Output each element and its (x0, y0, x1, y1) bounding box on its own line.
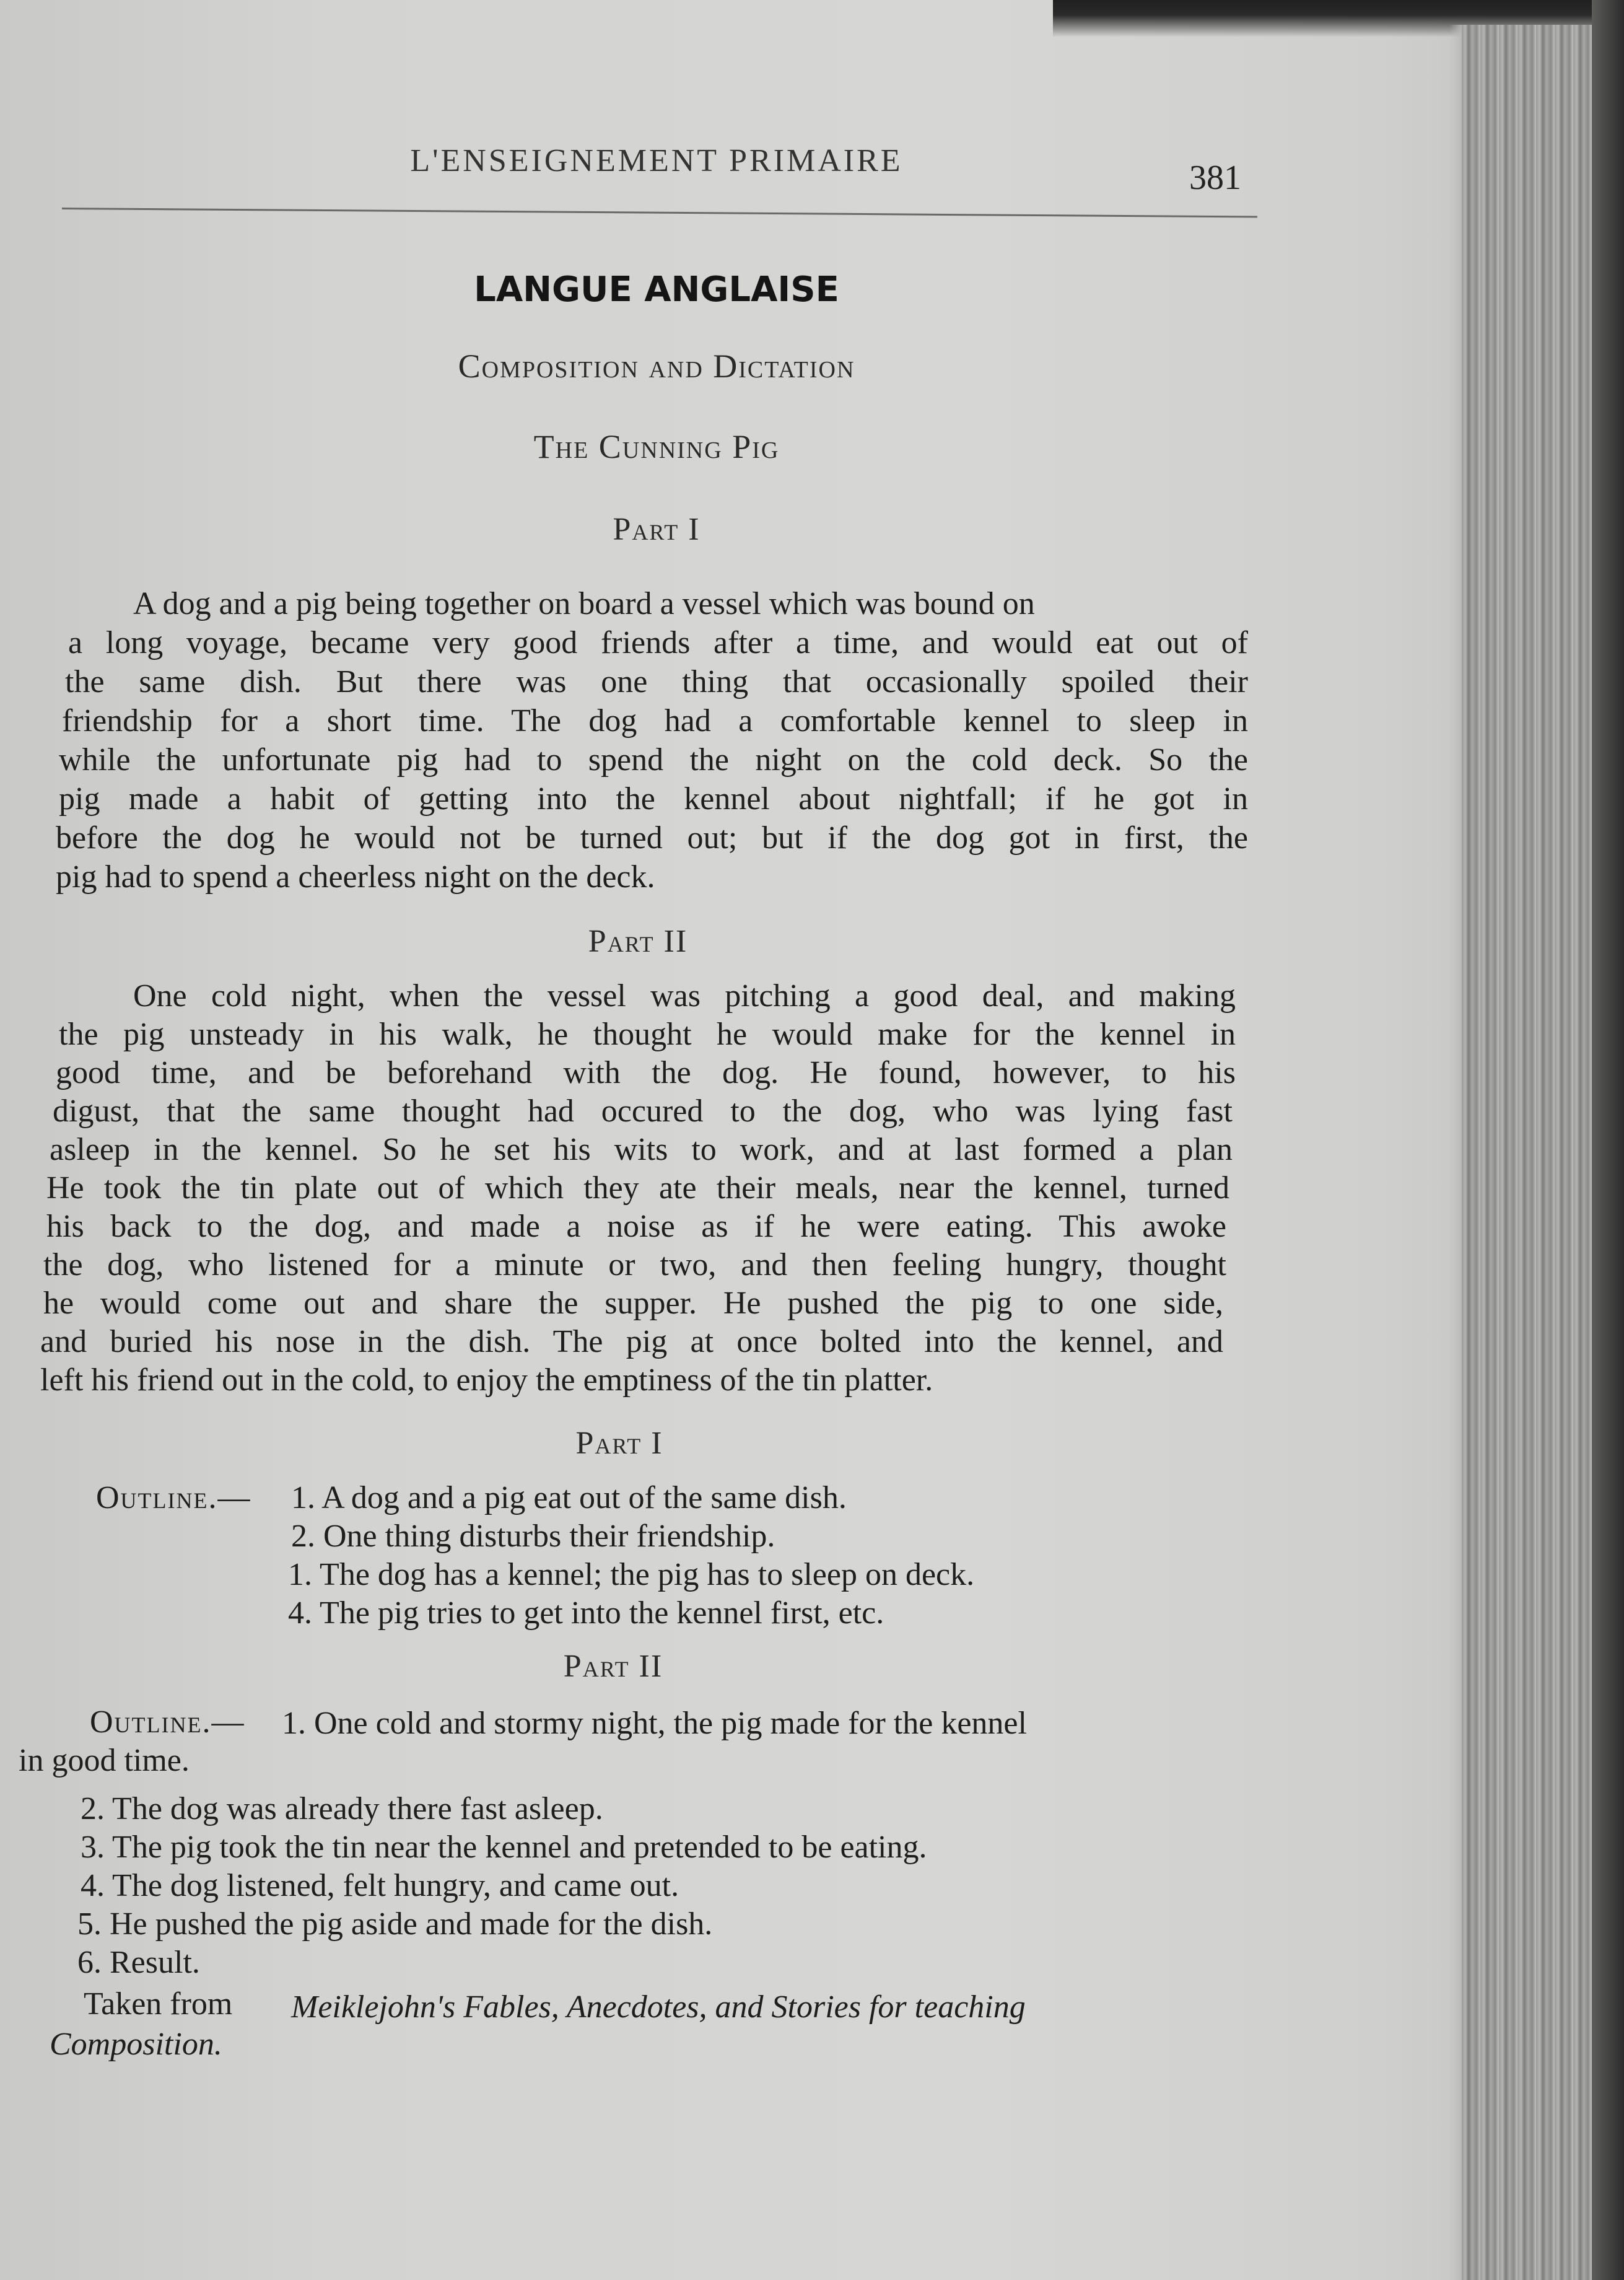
part-one-line: pig made a habit of getting into the kennel about nightfall; if he got in (59, 781, 1248, 817)
part-one-line: the same dish. But there was one thing that occasionally spoiled their (65, 664, 1248, 699)
source-prefix: Taken from (84, 1986, 233, 2022)
outline-two-item: 4. The dog listened, felt hungry, and came out. (81, 1868, 679, 1903)
part-two-line: He took the tin plate out of which they ate their meals, near the kennel, turned (46, 1170, 1229, 1206)
part-one-line: pig had to spend a cheerless night on the deck. (56, 859, 655, 895)
part-two-line: digust, that the same thought had occured to the dog, who was lying fast (53, 1094, 1233, 1129)
outline-two-item: 6. Result. (77, 1945, 200, 1980)
outline-one-item: 1. The dog has a kennel; the pig has to sleep on deck. (288, 1557, 975, 1592)
part-two-line: the dog, who listened for a minute or two, and then feeling hungry, thought (43, 1247, 1226, 1282)
part-two-line: good time, and be beforehand with the dog. He found, however, to his (56, 1055, 1236, 1090)
part-two-line: left his friend out in the cold, to enjoy the emptiness of the tin platter. (40, 1362, 933, 1398)
outline-one-label: Outline.— (96, 1480, 251, 1515)
part-two-heading: Part II (588, 924, 688, 959)
outline-two-item: 2. The dog was already there fast asleep. (81, 1791, 603, 1826)
outline-one-item: 4. The pig tries to get into the kennel first, etc. (288, 1595, 884, 1631)
outline-two-item: 1. One cold and stormy night, the pig made for the kennel (282, 1706, 1027, 1741)
outline-one-heading: Part I (575, 1426, 663, 1461)
header-rule (62, 208, 1257, 217)
part-two-line: his back to the dog, and made a noise as if he were eating. This awoke (46, 1209, 1226, 1244)
outline-two-item: 3. The pig took the tin near the kennel and pretended to be eating. (81, 1830, 927, 1865)
outline-two-heading: Part II (563, 1649, 663, 1684)
outline-one-item: 1. A dog and a pig eat out of the same dish. (291, 1480, 847, 1515)
part-one-line: A dog and a pig being together on board a vessel which was bound on (133, 586, 1035, 621)
section-title: LANGUE ANGLAISE (474, 270, 839, 310)
source-title-continued: Composition. (50, 2027, 222, 2062)
part-one-line: while the unfortunate pig had to spend the night on the cold deck. So the (59, 742, 1248, 778)
outline-two-item: 5. He pushed the pig aside and made for the dish. (77, 1906, 713, 1942)
outline-one-item: 2. One thing disturbs their friendship. (291, 1519, 775, 1554)
outline-two-label: Outline.— (90, 1704, 245, 1740)
part-two-line: and buried his nose in the dish. The pig at once bolted into the kennel, and (40, 1324, 1223, 1359)
outline-two-item-continued: in good time. (19, 1743, 190, 1778)
part-two-line: the pig unsteady in his walk, he thought he would make for the kennel in (59, 1017, 1236, 1052)
running-head: L'ENSEIGNEMENT PRIMAIRE (410, 143, 903, 178)
part-two-line: asleep in the kennel. So he set his wits to work, and at last formed a plan (50, 1132, 1233, 1167)
story-title: The Cunning Pig (533, 428, 780, 465)
part-one-line: friendship for a short time. The dog had a comfortable kennel to sleep in (62, 703, 1248, 739)
source-title: Meiklejohn's Fables, Anecdotes, and Stories for teaching (291, 1989, 1026, 2025)
part-one-line: a long voyage, became very good friends after a time, and would eat out of (68, 625, 1248, 660)
subtitle: Composition and Dictation (458, 348, 855, 385)
part-one-heading: Part I (613, 512, 701, 547)
part-one-line: before the dog he would not be turned out; but if the dog got in first, the (56, 820, 1248, 856)
part-two-line: he would come out and share the supper. He pushed the pig to one side, (43, 1286, 1223, 1321)
part-two-line: One cold night, when the vessel was pitching a good deal, and making (133, 978, 1236, 1014)
page-number: 381 (1189, 159, 1241, 197)
